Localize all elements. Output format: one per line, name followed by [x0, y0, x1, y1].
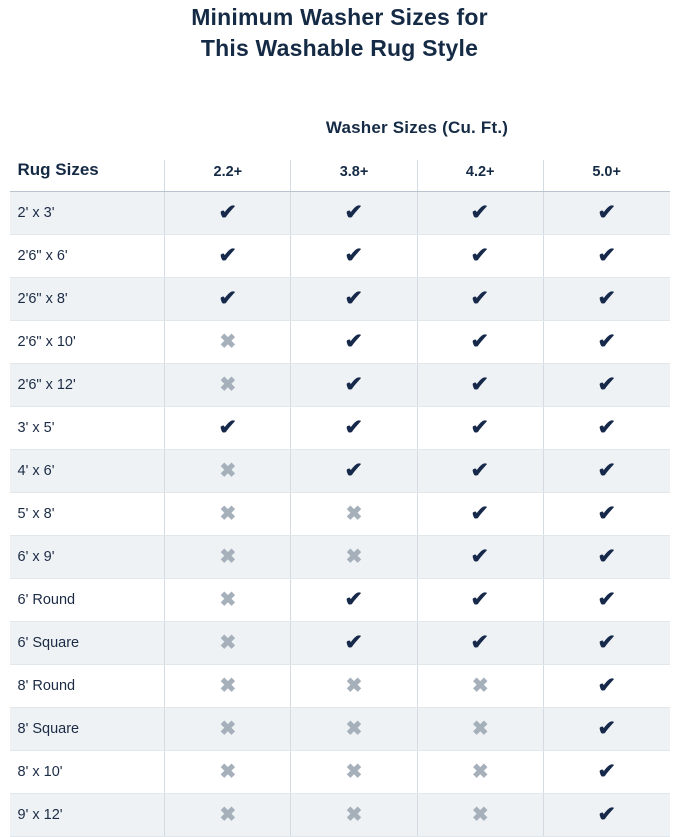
cell-does-not-fit — [165, 450, 291, 493]
cell-fits — [165, 407, 291, 450]
cell-does-not-fit — [165, 622, 291, 665]
cell-fits — [417, 407, 543, 450]
cell-fits — [417, 364, 543, 407]
cell-does-not-fit — [165, 364, 291, 407]
check-icon: ✔ — [470, 244, 490, 268]
check-icon: ✔ — [597, 459, 616, 483]
check-icon: ✔ — [470, 502, 490, 526]
cell-fits — [417, 321, 543, 364]
cross-icon: ✖ — [471, 760, 489, 783]
table-header-row — [10, 160, 670, 192]
cell-fits — [417, 235, 543, 278]
table-row — [10, 536, 670, 579]
cross-icon: ✖ — [219, 588, 237, 611]
cross-icon: ✖ — [345, 717, 363, 740]
rug-size-label: 9' x 12' — [10, 794, 165, 837]
rug-size-label: 8' Round — [10, 665, 165, 708]
check-icon: ✔ — [470, 330, 490, 354]
check-icon: ✔ — [597, 502, 616, 526]
cell-fits — [291, 579, 417, 622]
cell-does-not-fit — [291, 794, 417, 837]
check-icon: ✔ — [344, 416, 364, 440]
rug-size-label: 2'6" x 8' — [10, 278, 165, 321]
cell-fits — [417, 278, 543, 321]
cross-icon: ✖ — [219, 760, 237, 783]
cell-fits — [417, 493, 543, 536]
cell-fits — [165, 278, 291, 321]
cell-fits — [291, 364, 417, 407]
cell-fits — [543, 794, 669, 837]
compatibility-table — [10, 160, 670, 837]
cell-does-not-fit — [417, 708, 543, 751]
table-row — [10, 278, 670, 321]
check-icon: ✔ — [597, 588, 616, 612]
cell-fits — [543, 364, 669, 407]
cell-fits — [543, 235, 669, 278]
cell-does-not-fit — [165, 493, 291, 536]
cell-does-not-fit — [165, 665, 291, 708]
cross-icon: ✖ — [219, 373, 237, 396]
cross-icon: ✖ — [345, 545, 363, 568]
rug-size-label: 8' Square — [10, 708, 165, 751]
cell-does-not-fit — [165, 708, 291, 751]
column-header-washer-2: 3.8+ — [291, 160, 417, 192]
check-icon: ✔ — [470, 459, 490, 483]
table-row — [10, 364, 670, 407]
cell-does-not-fit — [165, 536, 291, 579]
check-icon: ✔ — [344, 201, 364, 225]
table-row — [10, 321, 670, 364]
cell-fits — [543, 278, 669, 321]
cross-icon: ✖ — [219, 459, 237, 482]
check-icon: ✔ — [597, 545, 616, 569]
column-header-washer-1: 2.2+ — [165, 160, 291, 192]
table-row — [10, 450, 670, 493]
cell-fits — [543, 665, 669, 708]
cell-fits — [291, 407, 417, 450]
cross-icon: ✖ — [219, 330, 237, 353]
check-icon: ✔ — [597, 287, 616, 311]
rug-size-label: 4' x 6' — [10, 450, 165, 493]
rug-size-label: 2'6" x 12' — [10, 364, 165, 407]
cell-fits — [417, 192, 543, 235]
cell-does-not-fit — [291, 708, 417, 751]
cell-does-not-fit — [165, 751, 291, 794]
cell-fits — [543, 321, 669, 364]
cell-fits — [543, 450, 669, 493]
check-icon: ✔ — [344, 631, 364, 655]
cross-icon: ✖ — [345, 803, 363, 826]
rug-size-label: 6' Square — [10, 622, 165, 665]
check-icon: ✔ — [344, 588, 364, 612]
table-row — [10, 794, 670, 837]
check-icon: ✔ — [470, 201, 490, 225]
cross-icon: ✖ — [219, 631, 237, 654]
rug-size-label: 3' x 5' — [10, 407, 165, 450]
check-icon: ✔ — [597, 760, 616, 784]
rug-size-label: 2'6" x 6' — [10, 235, 165, 278]
cross-icon: ✖ — [471, 674, 489, 697]
check-icon: ✔ — [470, 416, 490, 440]
table-row — [10, 751, 670, 794]
check-icon: ✔ — [597, 244, 616, 268]
check-icon: ✔ — [218, 244, 238, 268]
rug-size-label: 6' Round — [10, 579, 165, 622]
cell-fits — [291, 622, 417, 665]
washer-sizes-group-header: Washer Sizes (Cu. Ft.) — [325, 118, 509, 138]
rug-size-label: 6' x 9' — [10, 536, 165, 579]
cell-does-not-fit — [165, 579, 291, 622]
cell-does-not-fit — [291, 665, 417, 708]
cell-does-not-fit — [417, 751, 543, 794]
column-header-rug-sizes: Rug Sizes — [10, 160, 165, 192]
check-icon: ✔ — [218, 201, 238, 225]
cell-does-not-fit — [291, 493, 417, 536]
cell-does-not-fit — [291, 536, 417, 579]
cell-fits — [543, 579, 669, 622]
page-title-line-1: Minimum Washer Sizes for — [191, 4, 488, 30]
table-row — [10, 622, 670, 665]
check-icon: ✔ — [218, 416, 238, 440]
check-icon: ✔ — [597, 674, 616, 698]
rug-size-label: 2' x 3' — [10, 192, 165, 235]
page-title-line-2: This Washable Rug Style — [200, 35, 479, 62]
table-body — [10, 192, 670, 837]
cross-icon: ✖ — [219, 674, 237, 697]
cell-fits — [543, 536, 669, 579]
cross-icon: ✖ — [471, 717, 489, 740]
check-icon: ✔ — [344, 330, 364, 354]
check-icon: ✔ — [597, 373, 616, 397]
check-icon: ✔ — [470, 631, 490, 655]
cell-fits — [291, 278, 417, 321]
table-row — [10, 235, 670, 278]
check-icon: ✔ — [597, 416, 616, 440]
cell-does-not-fit — [165, 321, 291, 364]
cross-icon: ✖ — [471, 803, 489, 826]
cell-fits — [543, 407, 669, 450]
cell-fits — [417, 579, 543, 622]
table-row — [10, 493, 670, 536]
check-icon: ✔ — [597, 803, 616, 827]
cell-fits — [543, 751, 669, 794]
rug-size-label: 2'6" x 10' — [10, 321, 165, 364]
table-row — [10, 708, 670, 751]
cell-does-not-fit — [417, 794, 543, 837]
cell-does-not-fit — [165, 794, 291, 837]
cross-icon: ✖ — [219, 717, 237, 740]
check-icon: ✔ — [344, 373, 364, 397]
cell-fits — [417, 536, 543, 579]
check-icon: ✔ — [597, 631, 616, 655]
check-icon: ✔ — [597, 330, 616, 354]
cell-fits — [417, 450, 543, 493]
check-icon: ✔ — [344, 287, 364, 311]
rug-size-label: 5' x 8' — [10, 493, 165, 536]
check-icon: ✔ — [470, 287, 490, 311]
cross-icon: ✖ — [345, 760, 363, 783]
cross-icon: ✖ — [219, 545, 237, 568]
cell-fits — [543, 708, 669, 751]
cell-fits — [291, 321, 417, 364]
cross-icon: ✖ — [219, 502, 237, 525]
cross-icon: ✖ — [345, 674, 363, 697]
check-icon: ✔ — [470, 373, 490, 397]
rug-size-label: 8' x 10' — [10, 751, 165, 794]
check-icon: ✔ — [218, 287, 238, 311]
check-icon: ✔ — [470, 588, 490, 612]
table-row — [10, 192, 670, 235]
check-icon: ✔ — [344, 244, 364, 268]
table-row — [10, 407, 670, 450]
cell-fits — [417, 622, 543, 665]
table-header — [10, 160, 670, 192]
cell-fits — [291, 235, 417, 278]
table-row — [10, 665, 670, 708]
cell-fits — [165, 192, 291, 235]
table-row — [10, 579, 670, 622]
cross-icon: ✖ — [219, 803, 237, 826]
cell-does-not-fit — [291, 751, 417, 794]
cross-icon: ✖ — [345, 502, 363, 525]
cell-fits — [291, 192, 417, 235]
check-icon: ✔ — [344, 459, 364, 483]
check-icon: ✔ — [470, 545, 490, 569]
column-header-washer-4: 5.0+ — [543, 160, 669, 192]
cell-does-not-fit — [417, 665, 543, 708]
page-title — [0, 0, 679, 64]
check-icon: ✔ — [597, 717, 616, 741]
column-header-washer-3: 4.2+ — [417, 160, 543, 192]
cell-fits — [543, 493, 669, 536]
cell-fits — [165, 235, 291, 278]
cell-fits — [291, 450, 417, 493]
cell-fits — [543, 192, 669, 235]
check-icon: ✔ — [597, 201, 616, 225]
cell-fits — [543, 622, 669, 665]
